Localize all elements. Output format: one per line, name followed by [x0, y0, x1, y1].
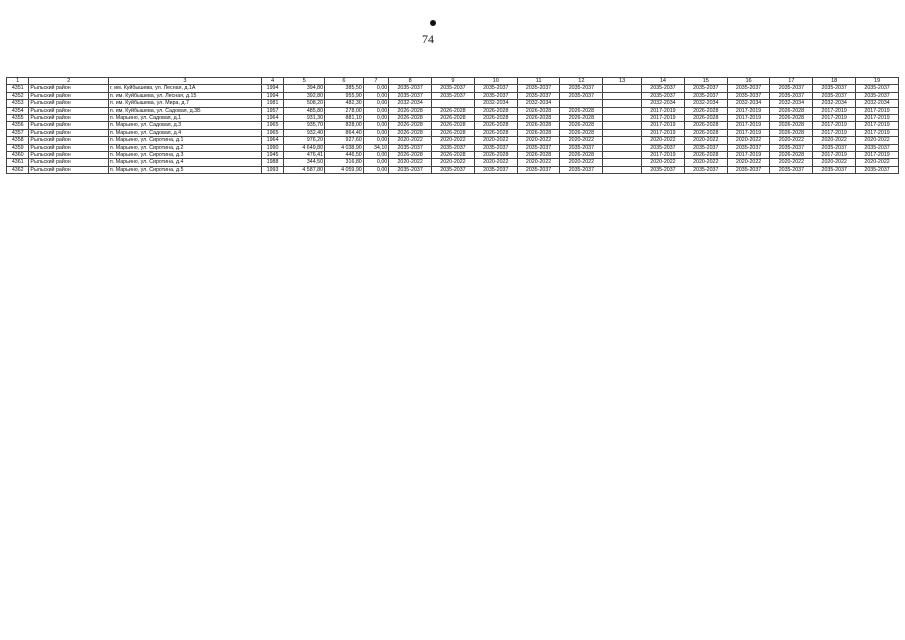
repair-period [603, 159, 642, 166]
repair-period: 2035-2037 [684, 144, 727, 151]
year-built: 1990 [261, 144, 283, 151]
repair-period: 2035-2037 [560, 166, 603, 173]
repair-period: 2020-2022 [560, 137, 603, 144]
total-area: 344,50 [284, 159, 325, 166]
row-number: 4361 [7, 159, 29, 166]
table-row [7, 137, 899, 144]
living-area: 316,80 [325, 159, 364, 166]
column-number: 5 [284, 78, 325, 85]
total-area: 508,20 [284, 100, 325, 107]
repair-period: 2035-2037 [684, 92, 727, 99]
year-built: 1988 [261, 159, 283, 166]
repair-period: 2026-2028 [770, 152, 813, 159]
year-built: 1964 [261, 115, 283, 122]
repair-period: 2017-2019 [856, 115, 899, 122]
total-area: 394,80 [284, 85, 325, 92]
repair-period: 2017-2019 [642, 115, 685, 122]
repair-period: 2035-2037 [474, 144, 517, 151]
repair-period: 2035-2037 [560, 85, 603, 92]
address: п. Марьино, ул. Сиротина, д.2 [108, 144, 261, 151]
column-number: 16 [727, 78, 770, 85]
housing-register-table [6, 77, 899, 174]
repair-period: 2020-2022 [517, 137, 560, 144]
living-area: 828,00 [325, 122, 364, 129]
repair-period: 2035-2037 [727, 85, 770, 92]
repair-period: 2032-2034 [389, 100, 432, 107]
table-row [7, 100, 899, 107]
repair-period: 2020-2022 [684, 137, 727, 144]
repair-period: 2017-2019 [856, 122, 899, 129]
district: Рыльский район [29, 115, 109, 122]
row-number: 4352 [7, 92, 29, 99]
repair-period: 2035-2037 [727, 144, 770, 151]
repair-period: 2026-2028 [560, 122, 603, 129]
address: п. Марьино, ул. Сиротина, д.1 [108, 137, 261, 144]
total-area: 4 649,80 [284, 144, 325, 151]
column-number: 4 [261, 78, 283, 85]
repair-period: 2017-2019 [813, 115, 856, 122]
repair-period: 2035-2037 [642, 144, 685, 151]
repair-period [603, 107, 642, 114]
repair-period [432, 100, 475, 107]
nonliving-area: 0,00 [363, 159, 388, 166]
nonliving-area: 0,00 [363, 85, 388, 92]
repair-period: 2035-2037 [684, 166, 727, 173]
repair-period: 2032-2034 [684, 100, 727, 107]
year-built: 1994 [261, 85, 283, 92]
repair-period: 2017-2019 [856, 152, 899, 159]
year-built: 1994 [261, 92, 283, 99]
repair-period: 2032-2034 [642, 100, 685, 107]
total-area: 976,20 [284, 137, 325, 144]
repair-period: 2026-2028 [517, 115, 560, 122]
repair-period: 2020-2022 [813, 159, 856, 166]
repair-period: 2035-2037 [813, 166, 856, 173]
repair-period: 2032-2034 [517, 100, 560, 107]
table-row [7, 115, 899, 122]
column-number: 19 [856, 78, 899, 85]
repair-period: 2026-2028 [684, 107, 727, 114]
repair-period: 2035-2037 [684, 85, 727, 92]
year-built: 1965 [261, 129, 283, 136]
repair-period: 2035-2037 [813, 85, 856, 92]
repair-period: 2026-2028 [770, 115, 813, 122]
repair-period: 2026-2028 [560, 129, 603, 136]
column-number: 15 [684, 78, 727, 85]
repair-period: 2026-2028 [517, 129, 560, 136]
district: Рыльский район [29, 100, 109, 107]
repair-period: 2035-2037 [432, 85, 475, 92]
repair-period: 2035-2037 [642, 166, 685, 173]
repair-period: 2026-2028 [432, 152, 475, 159]
nonliving-area: 0,00 [363, 92, 388, 99]
repair-period: 2035-2037 [813, 92, 856, 99]
repair-period: 2020-2022 [432, 137, 475, 144]
repair-period: 2035-2037 [642, 85, 685, 92]
row-number: 4356 [7, 122, 29, 129]
address: п. Марьино, ул. Садовая, д.1 [108, 115, 261, 122]
repair-period: 2017-2019 [727, 115, 770, 122]
year-built: 1965 [261, 122, 283, 129]
repair-period: 2020-2022 [770, 137, 813, 144]
repair-period: 2035-2037 [856, 85, 899, 92]
total-area: 485,80 [284, 107, 325, 114]
repair-period: 2026-2028 [432, 129, 475, 136]
repair-period [603, 100, 642, 107]
repair-period: 2026-2028 [684, 152, 727, 159]
repair-period: 2020-2022 [727, 137, 770, 144]
district: Рыльский район [29, 129, 109, 136]
district: Рыльский район [29, 137, 109, 144]
repair-period: 2017-2019 [856, 129, 899, 136]
column-number: 1 [7, 78, 29, 85]
total-area: 476,41 [284, 152, 325, 159]
table-row [7, 159, 899, 166]
repair-period [603, 115, 642, 122]
repair-period: 2035-2037 [517, 144, 560, 151]
column-number: 12 [560, 78, 603, 85]
column-number-header [7, 78, 899, 85]
district: Рыльский район [29, 107, 109, 114]
repair-period [603, 92, 642, 99]
table-row [7, 129, 899, 136]
repair-period: 2026-2028 [474, 115, 517, 122]
repair-period: 2035-2037 [560, 144, 603, 151]
address: п. Марьино, ул. Сиротина, д.3 [108, 152, 261, 159]
repair-period: 2032-2034 [813, 100, 856, 107]
table-row [7, 92, 899, 99]
repair-period: 2026-2028 [474, 122, 517, 129]
repair-period: 2026-2028 [770, 122, 813, 129]
living-area: 278,00 [325, 107, 364, 114]
column-number: 10 [474, 78, 517, 85]
address: п. Марьино, ул. Садовая, д.3 [108, 122, 261, 129]
living-area: 927,60 [325, 137, 364, 144]
nonliving-area: 34,10 [363, 144, 388, 151]
repair-period: 2020-2022 [770, 159, 813, 166]
nonliving-area: 0,00 [363, 107, 388, 114]
repair-period: 2035-2037 [474, 92, 517, 99]
repair-period: 2032-2034 [856, 100, 899, 107]
district: Рыльский район [29, 144, 109, 151]
nonliving-area: 0,00 [363, 115, 388, 122]
repair-period: 2035-2037 [517, 92, 560, 99]
year-built: 1993 [261, 166, 283, 173]
repair-period: 2026-2028 [389, 107, 432, 114]
repair-period: 2035-2037 [770, 85, 813, 92]
repair-period: 2026-2028 [770, 129, 813, 136]
repair-period: 2017-2019 [813, 152, 856, 159]
column-number: 17 [770, 78, 813, 85]
repair-period: 2017-2019 [813, 107, 856, 114]
table-row [7, 85, 899, 92]
repair-period: 2026-2028 [560, 115, 603, 122]
district: Рыльский район [29, 122, 109, 129]
total-area: 931,30 [284, 115, 325, 122]
repair-period: 2020-2022 [432, 159, 475, 166]
repair-period: 2020-2022 [517, 159, 560, 166]
repair-period: 2035-2037 [642, 92, 685, 99]
column-number: 18 [813, 78, 856, 85]
repair-period: 2017-2019 [727, 129, 770, 136]
living-area: 955,90 [325, 92, 364, 99]
nonliving-area: 0,00 [363, 137, 388, 144]
table-row [7, 107, 899, 114]
repair-period: 2035-2037 [432, 166, 475, 173]
repair-period [603, 122, 642, 129]
column-number: 2 [29, 78, 109, 85]
repair-period [560, 100, 603, 107]
year-built: 1957 [261, 107, 283, 114]
total-area: 392,80 [284, 92, 325, 99]
living-area: 4 059,90 [325, 166, 364, 173]
repair-period: 2026-2028 [389, 129, 432, 136]
year-built: 1964 [261, 137, 283, 144]
repair-period: 2032-2034 [727, 100, 770, 107]
repair-period: 2017-2019 [813, 122, 856, 129]
page-number: 74 [422, 32, 434, 46]
row-number: 4360 [7, 152, 29, 159]
table-row [7, 166, 899, 173]
living-area: 482,30 [325, 100, 364, 107]
repair-period: 2026-2028 [389, 152, 432, 159]
living-area: 881,10 [325, 115, 364, 122]
repair-period: 2035-2037 [560, 92, 603, 99]
repair-period: 2032-2034 [770, 100, 813, 107]
repair-period: 2035-2037 [474, 166, 517, 173]
district: Рыльский район [29, 166, 109, 173]
repair-period: 2026-2028 [432, 115, 475, 122]
table-row [7, 122, 899, 129]
address: п. Марьино, ул. Сиротина, д.4 [108, 159, 261, 166]
address: г. им. Куйбышева, ул. Лесная, д.1А [108, 85, 261, 92]
address: п. Марьино, ул. Садовая, д.4 [108, 129, 261, 136]
column-number: 6 [325, 78, 364, 85]
repair-period: 2020-2022 [389, 159, 432, 166]
repair-period [603, 152, 642, 159]
column-number: 11 [517, 78, 560, 85]
year-built: 1945 [261, 152, 283, 159]
district: Рыльский район [29, 159, 109, 166]
repair-period: 2020-2022 [856, 159, 899, 166]
repair-period: 2035-2037 [770, 166, 813, 173]
repair-period: 2035-2037 [432, 144, 475, 151]
repair-period: 2017-2019 [642, 107, 685, 114]
repair-period: 2035-2037 [474, 85, 517, 92]
row-number: 4357 [7, 129, 29, 136]
nonliving-area: 0,00 [363, 122, 388, 129]
address: п. Марьино, ул. Сиротина, д.5 [108, 166, 261, 173]
repair-period: 2026-2028 [684, 115, 727, 122]
repair-period: 2035-2037 [432, 92, 475, 99]
column-number: 8 [389, 78, 432, 85]
repair-period: 2026-2028 [684, 122, 727, 129]
repair-period: 2026-2028 [517, 107, 560, 114]
address: п. им. Куйбышева, ул. Садовая, д.3Б [108, 107, 261, 114]
total-area: 4 587,80 [284, 166, 325, 173]
repair-period: 2035-2037 [389, 85, 432, 92]
repair-period: 2035-2037 [517, 85, 560, 92]
row-number: 4354 [7, 107, 29, 114]
repair-period: 2020-2022 [642, 159, 685, 166]
repair-period: 2017-2019 [642, 122, 685, 129]
table-row [7, 144, 899, 151]
living-area: 446,50 [325, 152, 364, 159]
repair-period: 2035-2037 [770, 144, 813, 151]
repair-period: 2026-2028 [474, 152, 517, 159]
repair-period: 2026-2028 [517, 122, 560, 129]
repair-period: 2026-2028 [770, 107, 813, 114]
address: п. им. Куйбышева, ул. Мира, д.7 [108, 100, 261, 107]
living-area: 4 038,90 [325, 144, 364, 151]
total-area: 935,70 [284, 122, 325, 129]
repair-period: 2017-2019 [642, 129, 685, 136]
repair-period [603, 144, 642, 151]
district: Рыльский район [29, 92, 109, 99]
repair-period: 2017-2019 [727, 107, 770, 114]
repair-period [603, 166, 642, 173]
row-number: 4358 [7, 137, 29, 144]
repair-period: 2035-2037 [389, 166, 432, 173]
repair-period: 2026-2028 [432, 107, 475, 114]
repair-period: 2035-2037 [727, 92, 770, 99]
repair-period: 2035-2037 [856, 144, 899, 151]
table-row [7, 152, 899, 159]
repair-period: 2020-2022 [856, 137, 899, 144]
repair-period: 2035-2037 [856, 92, 899, 99]
repair-period: 2017-2019 [642, 152, 685, 159]
repair-period: 2017-2019 [856, 107, 899, 114]
repair-period [603, 85, 642, 92]
page-bullet [430, 20, 436, 26]
repair-period: 2020-2022 [684, 159, 727, 166]
repair-period: 2020-2022 [727, 159, 770, 166]
repair-period: 2026-2028 [517, 152, 560, 159]
repair-period: 2020-2022 [560, 159, 603, 166]
total-area: 932,40 [284, 129, 325, 136]
nonliving-area: 0,00 [363, 100, 388, 107]
repair-period: 2026-2028 [432, 122, 475, 129]
column-number: 14 [642, 78, 685, 85]
row-number: 4353 [7, 100, 29, 107]
repair-period: 2026-2028 [560, 107, 603, 114]
repair-period: 2035-2037 [813, 144, 856, 151]
district: Рыльский район [29, 85, 109, 92]
year-built: 1981 [261, 100, 283, 107]
nonliving-area: 0,00 [363, 166, 388, 173]
repair-period: 2032-2034 [474, 100, 517, 107]
repair-period: 2035-2037 [517, 166, 560, 173]
repair-period: 2017-2019 [813, 129, 856, 136]
nonliving-area: 0,00 [363, 152, 388, 159]
district: Рыльский район [29, 152, 109, 159]
repair-period: 2035-2037 [389, 92, 432, 99]
row-number: 4362 [7, 166, 29, 173]
repair-period [603, 137, 642, 144]
column-number: 3 [108, 78, 261, 85]
repair-period: 2026-2028 [684, 129, 727, 136]
row-number: 4351 [7, 85, 29, 92]
column-number: 13 [603, 78, 642, 85]
repair-period: 2035-2037 [727, 166, 770, 173]
nonliving-area: 0,00 [363, 129, 388, 136]
repair-period: 2020-2022 [474, 159, 517, 166]
repair-period: 2035-2037 [856, 166, 899, 173]
living-area: 385,50 [325, 85, 364, 92]
repair-period [603, 129, 642, 136]
repair-period: 2026-2028 [560, 152, 603, 159]
repair-period: 2026-2028 [389, 122, 432, 129]
repair-period: 2020-2022 [813, 137, 856, 144]
repair-period: 2026-2028 [474, 129, 517, 136]
row-number: 4359 [7, 144, 29, 151]
repair-period: 2017-2019 [727, 122, 770, 129]
repair-period: 2020-2022 [642, 137, 685, 144]
address: п. им. Куйбышева, ул. Лесная, д.15 [108, 92, 261, 99]
repair-period: 2017-2019 [727, 152, 770, 159]
repair-period: 2035-2037 [770, 92, 813, 99]
column-number: 7 [363, 78, 388, 85]
repair-period: 2026-2028 [389, 115, 432, 122]
repair-period: 2020-2022 [389, 137, 432, 144]
repair-period: 2020-2022 [474, 137, 517, 144]
column-number: 9 [432, 78, 475, 85]
repair-period: 2026-2028 [474, 107, 517, 114]
row-number: 4355 [7, 115, 29, 122]
living-area: 864,40 [325, 129, 364, 136]
repair-period: 2035-2037 [389, 144, 432, 151]
